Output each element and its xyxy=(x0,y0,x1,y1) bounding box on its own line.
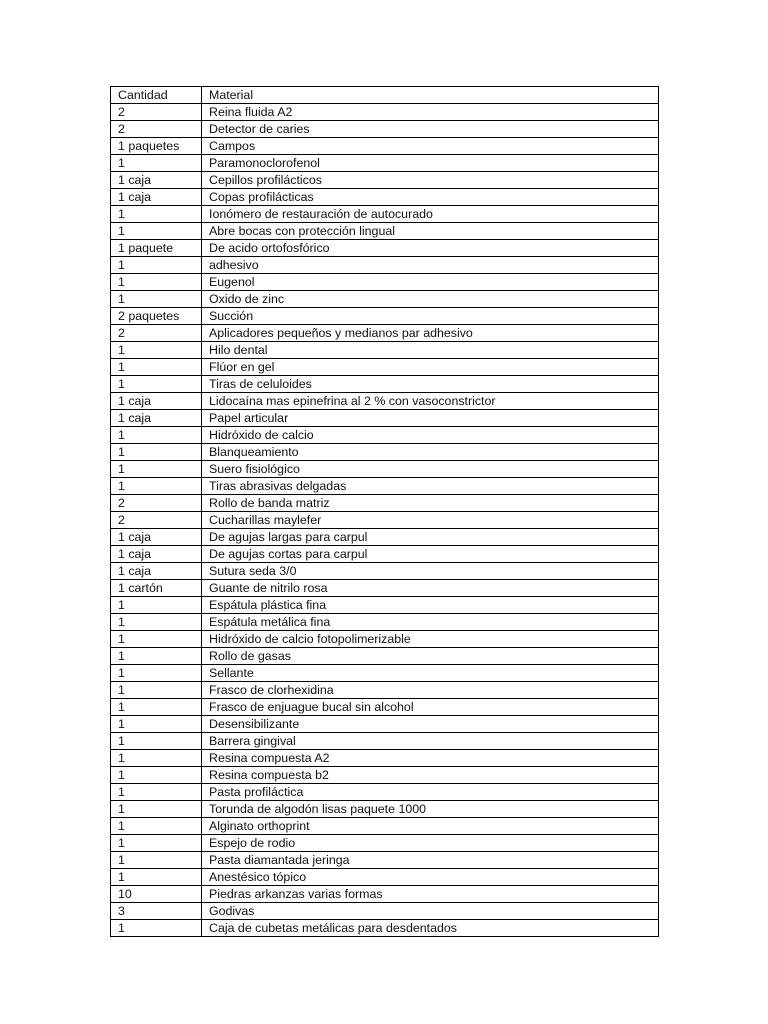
table-row xyxy=(111,750,659,767)
cantidad-cell: 2 xyxy=(111,495,202,512)
material-cell: Anestésico tópico xyxy=(202,869,659,886)
table-row xyxy=(111,121,659,138)
table-row xyxy=(111,155,659,172)
material-cell: Suero fisiológico xyxy=(202,461,659,478)
table-row xyxy=(111,393,659,410)
cantidad-cell: 1 xyxy=(111,376,202,393)
material-cell: Pasta diamantada jeringa xyxy=(202,852,659,869)
cantidad-cell: 1 xyxy=(111,648,202,665)
material-cell: Desensibilizante xyxy=(202,716,659,733)
table-row xyxy=(111,784,659,801)
cantidad-cell: 1 caja xyxy=(111,410,202,427)
cantidad-cell: 1 xyxy=(111,444,202,461)
cantidad-cell: 1 xyxy=(111,767,202,784)
cantidad-cell: 1 xyxy=(111,461,202,478)
cantidad-cell: 1 xyxy=(111,733,202,750)
cantidad-cell: 1 xyxy=(111,427,202,444)
table-row xyxy=(111,427,659,444)
table-row xyxy=(111,342,659,359)
table-row xyxy=(111,648,659,665)
table-row xyxy=(111,903,659,920)
table-row xyxy=(111,920,659,937)
material-cell: Pasta profiláctica xyxy=(202,784,659,801)
material-cell: Reina fluida A2 xyxy=(202,104,659,121)
material-cell: Hidróxido de calcio fotopolimerizable xyxy=(202,631,659,648)
material-cell: Godivas xyxy=(202,903,659,920)
cantidad-cell: 2 xyxy=(111,121,202,138)
material-cell: Barrera gingival xyxy=(202,733,659,750)
material-cell: Lidocaína mas epinefrina al 2 % con vasoconstrictor xyxy=(202,393,659,410)
material-cell: Piedras arkanzas varias formas xyxy=(202,886,659,903)
material-cell: Espátula metálica fina xyxy=(202,614,659,631)
material-cell: Copas profilácticas xyxy=(202,189,659,206)
table-row xyxy=(111,886,659,903)
cantidad-cell: 1 xyxy=(111,699,202,716)
table-row xyxy=(111,138,659,155)
cantidad-cell: 1 xyxy=(111,274,202,291)
table-row xyxy=(111,563,659,580)
cantidad-cell: 1 xyxy=(111,818,202,835)
material-cell: Flúor en gel xyxy=(202,359,659,376)
table-row xyxy=(111,835,659,852)
material-cell: Hilo dental xyxy=(202,342,659,359)
table-row xyxy=(111,410,659,427)
material-cell: Oxido de zinc xyxy=(202,291,659,308)
cantidad-cell: 2 xyxy=(111,512,202,529)
cantidad-cell: 1 xyxy=(111,597,202,614)
cantidad-cell: 1 xyxy=(111,478,202,495)
material-cell: De acido ortofosfórico xyxy=(202,240,659,257)
cantidad-cell: 1 paquetes xyxy=(111,138,202,155)
cantidad-cell: 1 xyxy=(111,206,202,223)
material-cell: Eugenol xyxy=(202,274,659,291)
material-cell: Campos xyxy=(202,138,659,155)
table-row xyxy=(111,291,659,308)
table-row xyxy=(111,461,659,478)
material-cell: Frasco de enjuague bucal sin alcohol xyxy=(202,699,659,716)
material-cell: Rollo de gasas xyxy=(202,648,659,665)
cantidad-cell: 1 caja xyxy=(111,189,202,206)
header-cantidad: Cantidad xyxy=(111,87,202,104)
table-row xyxy=(111,172,659,189)
cantidad-cell: 1 caja xyxy=(111,393,202,410)
cantidad-cell: 1 xyxy=(111,359,202,376)
table-row xyxy=(111,767,659,784)
material-cell: Blanqueamiento xyxy=(202,444,659,461)
table-row xyxy=(111,699,659,716)
materials-table xyxy=(110,86,659,937)
cantidad-cell: 1 caja xyxy=(111,529,202,546)
material-cell: Cepillos profilácticos xyxy=(202,172,659,189)
cantidad-cell: 2 xyxy=(111,325,202,342)
cantidad-cell: 1 xyxy=(111,801,202,818)
material-cell: adhesivo xyxy=(202,257,659,274)
material-cell: Papel articular xyxy=(202,410,659,427)
material-cell: Abre bocas con protección lingual xyxy=(202,223,659,240)
cantidad-cell: 10 xyxy=(111,886,202,903)
cantidad-cell: 1 xyxy=(111,869,202,886)
material-cell: Sellante xyxy=(202,665,659,682)
cantidad-cell: 1 xyxy=(111,614,202,631)
material-cell: De agujas largas para carpul xyxy=(202,529,659,546)
material-cell: Cucharillas maylefer xyxy=(202,512,659,529)
table-row xyxy=(111,376,659,393)
table-row xyxy=(111,580,659,597)
table-row xyxy=(111,325,659,342)
material-cell: Hidróxido de calcio xyxy=(202,427,659,444)
table-row xyxy=(111,206,659,223)
cantidad-cell: 1 cartón xyxy=(111,580,202,597)
cantidad-cell: 1 caja xyxy=(111,172,202,189)
table-row xyxy=(111,801,659,818)
material-cell: Espátula plástica fina xyxy=(202,597,659,614)
table-row xyxy=(111,716,659,733)
cantidad-cell: 1 xyxy=(111,342,202,359)
table-row xyxy=(111,733,659,750)
table-row xyxy=(111,478,659,495)
cantidad-cell: 1 xyxy=(111,155,202,172)
cantidad-cell: 2 paquetes xyxy=(111,308,202,325)
material-cell: Alginato orthoprint xyxy=(202,818,659,835)
table-row xyxy=(111,512,659,529)
material-cell: Frasco de clorhexidina xyxy=(202,682,659,699)
table-row xyxy=(111,444,659,461)
cantidad-cell: 1 xyxy=(111,631,202,648)
material-cell: Detector de caries xyxy=(202,121,659,138)
material-cell: Espejo de rodio xyxy=(202,835,659,852)
material-cell: Ionómero de restauración de autocurado xyxy=(202,206,659,223)
cantidad-cell: 1 xyxy=(111,835,202,852)
cantidad-cell: 1 xyxy=(111,291,202,308)
table-row xyxy=(111,631,659,648)
table-row xyxy=(111,359,659,376)
cantidad-cell: 3 xyxy=(111,903,202,920)
table-row xyxy=(111,682,659,699)
table-row xyxy=(111,852,659,869)
cantidad-cell: 1 xyxy=(111,682,202,699)
material-cell: Tiras de celuloides xyxy=(202,376,659,393)
table-row xyxy=(111,546,659,563)
table-row xyxy=(111,104,659,121)
material-cell: Resina compuesta b2 xyxy=(202,767,659,784)
table-row xyxy=(111,223,659,240)
material-cell: De agujas cortas para carpul xyxy=(202,546,659,563)
table-row xyxy=(111,189,659,206)
cantidad-cell: 1 xyxy=(111,784,202,801)
table-row xyxy=(111,308,659,325)
material-cell: Resina compuesta A2 xyxy=(202,750,659,767)
cantidad-cell: 1 xyxy=(111,852,202,869)
table-row xyxy=(111,818,659,835)
table-row xyxy=(111,529,659,546)
cantidad-cell: 2 xyxy=(111,104,202,121)
table-row xyxy=(111,257,659,274)
cantidad-cell: 1 paquete xyxy=(111,240,202,257)
cantidad-cell: 1 caja xyxy=(111,563,202,580)
table-row xyxy=(111,614,659,631)
material-cell: Torunda de algodón lisas paquete 1000 xyxy=(202,801,659,818)
header-material: Material xyxy=(202,87,659,104)
table-row xyxy=(111,274,659,291)
cantidad-cell: 1 xyxy=(111,223,202,240)
material-cell: Aplicadores pequeños y medianos par adhesivo xyxy=(202,325,659,342)
material-cell: Sutura seda 3/0 xyxy=(202,563,659,580)
cantidad-cell: 1 xyxy=(111,716,202,733)
cantidad-cell: 1 xyxy=(111,750,202,767)
material-cell: Caja de cubetas metálicas para desdentados xyxy=(202,920,659,937)
material-cell: Rollo de banda matriz xyxy=(202,495,659,512)
table-row xyxy=(111,869,659,886)
table-row xyxy=(111,240,659,257)
material-cell: Tiras abrasivas delgadas xyxy=(202,478,659,495)
table-header-row xyxy=(111,87,659,104)
cantidad-cell: 1 xyxy=(111,920,202,937)
cantidad-cell: 1 caja xyxy=(111,546,202,563)
table-row xyxy=(111,597,659,614)
material-cell: Succión xyxy=(202,308,659,325)
table-row xyxy=(111,495,659,512)
table-body xyxy=(111,87,659,937)
cantidad-cell: 1 xyxy=(111,665,202,682)
material-cell: Guante de nitrilo rosa xyxy=(202,580,659,597)
material-cell: Paramonoclorofenol xyxy=(202,155,659,172)
cantidad-cell: 1 xyxy=(111,257,202,274)
table-row xyxy=(111,665,659,682)
